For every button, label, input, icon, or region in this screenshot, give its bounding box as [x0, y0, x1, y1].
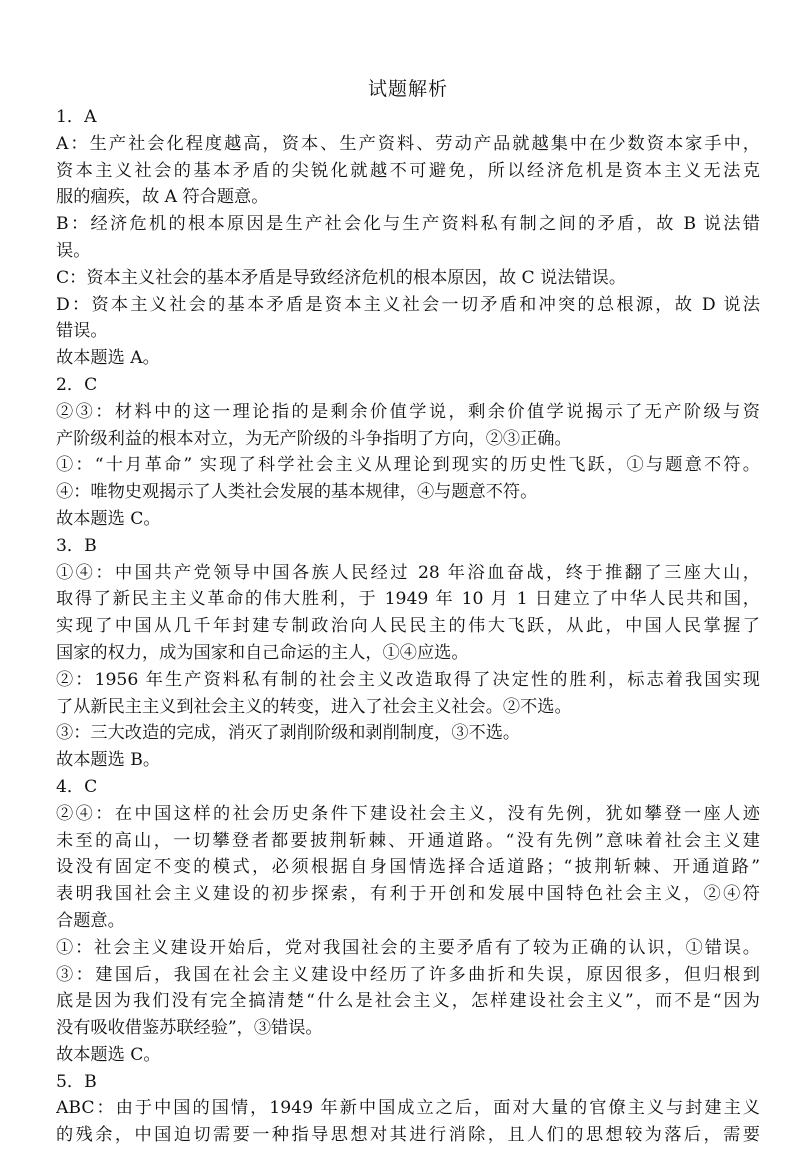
text-line: 取得了新民主主义革命的伟大胜利，于 1949 年 10 月 1 日建立了中华人民共和国， — [56, 589, 760, 610]
text-line: 故本题选 B。 — [56, 750, 161, 771]
text-line: 了从新民主主义到社会主义的转变，进入了社会主义社会。②不选。 — [56, 696, 572, 717]
text-line: 1．A — [56, 107, 97, 127]
text-line: D：资本主义社会的基本矛盾是资本主义社会一切矛盾和冲突的总根源，故 D 说法 — [56, 294, 760, 315]
text-line: 国家的权力，成为国家和自己命运的主人，①④应选。 — [56, 642, 469, 663]
text-line: 错误。 — [56, 321, 108, 342]
text-line: ③：建国后，我国在社会主义建设中经历了许多曲折和失误，原因很多，但归根到 — [56, 964, 760, 985]
text-line: 实现了中国从几千年封建专制政治向人民民主的伟大飞跃，从此，中国人民掌握了 — [56, 616, 760, 637]
text-line: C：资本主义社会的基本矛盾是导致经济危机的根本原因，故 C 说法错误。 — [56, 267, 627, 288]
text-line: 3．B — [56, 535, 97, 556]
text-line: ②③：材料中的这一理论指的是剩余价值学说，剩余价值学说揭示了无产阶级与资 — [56, 401, 760, 422]
text-line: 故本题选 A。 — [56, 348, 160, 369]
text-line: B：经济危机的根本原因是生产社会化与生产资料私有制之间的矛盾，故 B 说法错 — [56, 214, 760, 235]
text-line: 底是因为我们没有完全搞清楚“什么是社会主义，怎样建设社会主义”，而不是“因为 — [56, 991, 760, 1012]
text-line: 故本题选 C。 — [56, 1044, 161, 1065]
text-line: A：生产社会化程度越高，资本、生产资料、劳动产品就越集中在少数资本家手中， — [56, 133, 760, 154]
text-line: 资本主义社会的基本矛盾的尖锐化就越不可避免，所以经济危机是资本主义无法克 — [56, 160, 760, 181]
text-line: 2．C — [56, 374, 98, 395]
text-line: ABC：由于中国的国情，1949 年新中国成立之后，面对大量的官僚主义与封建主义 — [56, 1098, 760, 1119]
page-title: 试题解析 — [367, 78, 448, 100]
text-line: 表明我国社会主义建设的初步探索，有利于开创和发展中国特色社会主义，②④符 — [56, 884, 760, 905]
text-line: 的残余，中国迫切需要一种指导思想对其进行消除，且人们的思想较为落后，需要 — [56, 1125, 760, 1146]
text-line: 服的痼疾，故 A 符合题意。 — [56, 187, 269, 208]
text-line: 故本题选 C。 — [56, 508, 161, 529]
text-line: 没有吸收借鉴苏联经验”，③错误。 — [56, 1018, 323, 1039]
text-line: 5．B — [56, 1071, 97, 1092]
answer-text-body — [56, 104, 760, 1149]
text-line: ③：三大改造的完成，消灭了剥削阶级和剥削制度，③不选。 — [56, 723, 521, 744]
text-line: 设没有固定不变的模式，必须根据自身国情选择合适道路；“披荆斩棘、开通道路” — [56, 857, 760, 878]
text-line: ②：1956 年生产资料私有制的社会主义改造取得了决定性的胜利，标志着我国实现 — [56, 669, 760, 690]
text-line: 合题意。 — [56, 910, 125, 931]
text-line: ①：社会主义建设开始后，党对我国社会的主要矛盾有了较为正确的认识，①错误。 — [56, 937, 760, 958]
text-line: 误。 — [56, 240, 91, 261]
text-line: 未至的高山，一切攀登者都要披荆斩棘、开通道路。“没有先例”意味着社会主义建 — [56, 830, 760, 851]
text-line: ①④：中国共产党领导中国各族人民经过 28 年浴血奋战，终于推翻了三座大山， — [56, 562, 760, 583]
text-line: ①：“十月革命” 实现了科学社会主义从理论到现实的历史性飞跃，①与题意不符。 — [56, 455, 760, 476]
text-line: 产阶级利益的根本对立，为无产阶级的斗争指明了方向，②③正确。 — [56, 428, 572, 449]
text-line: 4．C — [56, 776, 98, 797]
text-line: ④：唯物史观揭示了人类社会发展的基本规律，④与题意不符。 — [56, 482, 538, 503]
text-line: ②④：在中国这样的社会历史条件下建设社会主义，没有先例，犹如攀登一座人迹 — [56, 803, 760, 824]
